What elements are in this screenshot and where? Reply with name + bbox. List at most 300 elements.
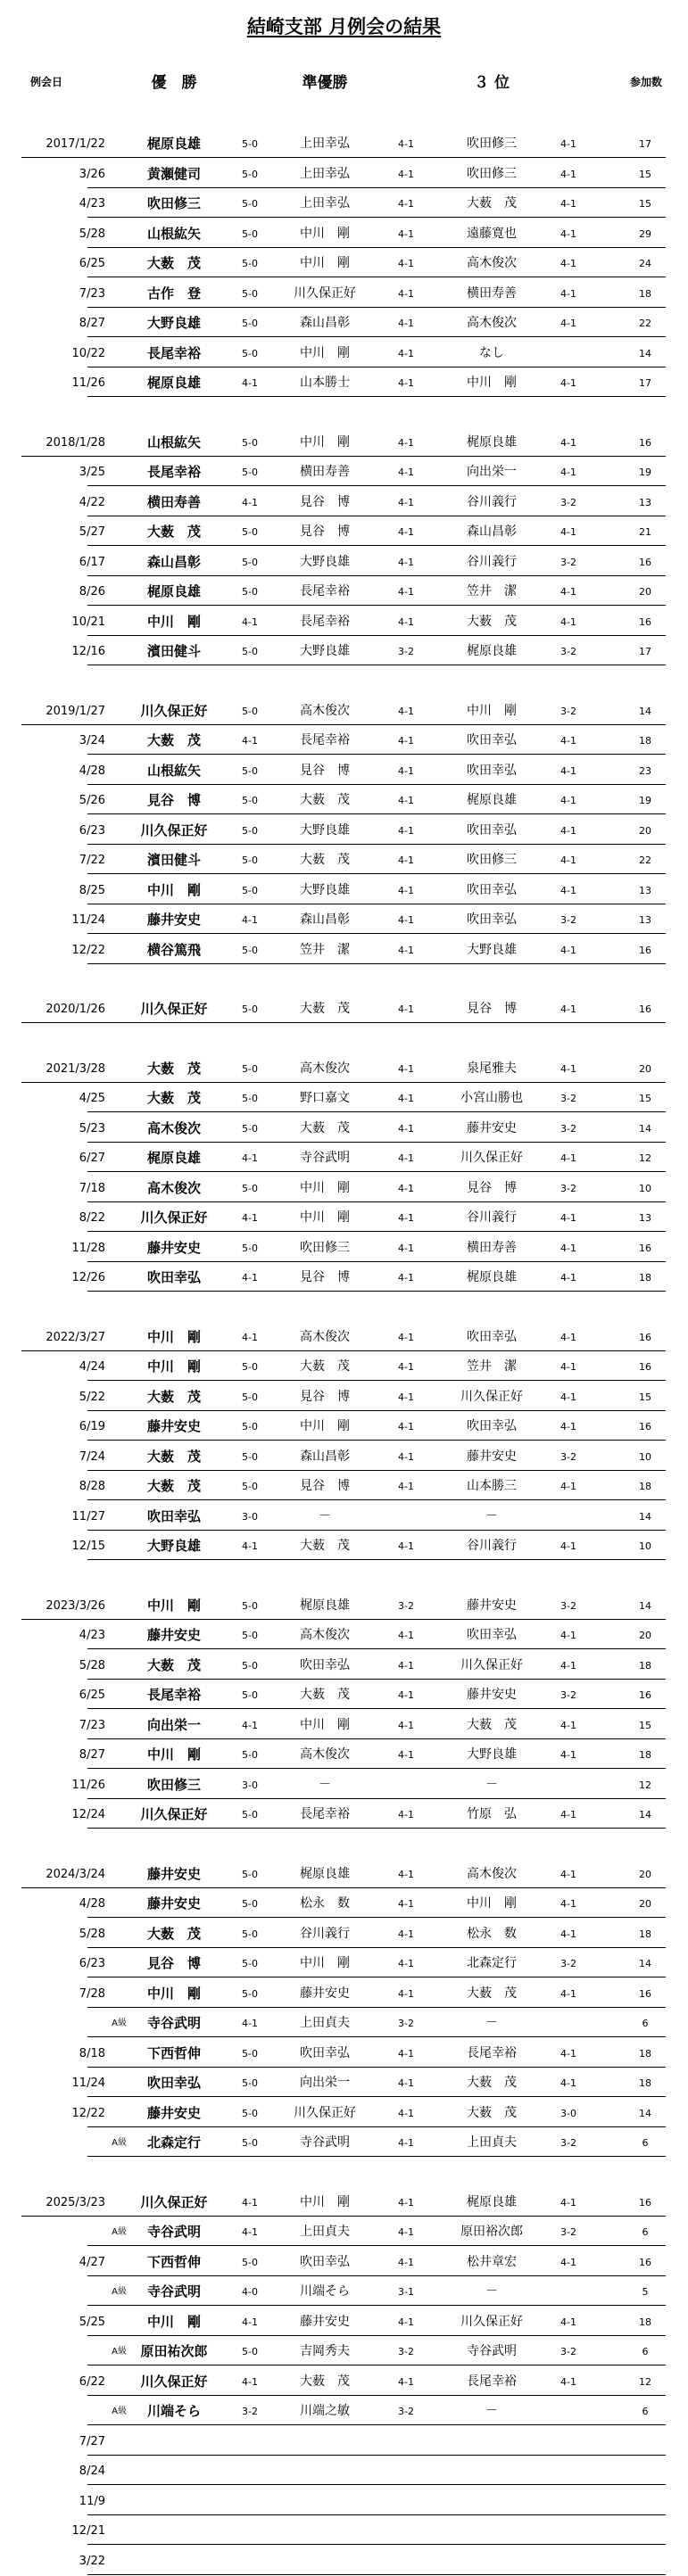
row-underline	[87, 187, 666, 188]
result-row	[0, 876, 688, 905]
meeting-date: 4/25	[79, 1092, 105, 1105]
third-place-score: 4-1	[560, 258, 576, 269]
row-underline	[87, 1410, 666, 1411]
winner-score: 5-0	[242, 646, 258, 657]
row-underline	[21, 2216, 666, 2217]
participant-count: 24	[639, 258, 651, 269]
winner-name: 北森定行	[146, 2134, 201, 2151]
runner-up-name: 松永 数	[300, 1896, 350, 1911]
winner-score: 5-0	[242, 1600, 258, 1612]
winner-name: 中川 剛	[146, 1746, 201, 1763]
row-underline	[87, 1440, 666, 1441]
winner-score: 5-0	[242, 2257, 258, 2268]
winner-name: 見谷 博	[146, 1955, 201, 1971]
winner-name: 黄瀬健司	[146, 166, 201, 182]
runner-up-name: 大薮 茂	[300, 1002, 350, 1016]
winner-score: 5-0	[242, 1391, 258, 1403]
winner-score: 5-0	[242, 1421, 258, 1432]
runner-up-score: 4-1	[398, 2108, 414, 2119]
winner-score: 5-0	[242, 169, 258, 180]
participant-count: 23	[639, 765, 651, 777]
participant-count: 15	[639, 198, 651, 210]
meeting-date: 8/25	[79, 884, 105, 897]
row-underline	[87, 2574, 666, 2575]
third-place-score: 4-1	[560, 1898, 576, 1910]
third-place-score: 4-1	[560, 765, 576, 777]
winner-score: 5-0	[242, 1898, 258, 1910]
runner-up-score: 4-1	[398, 497, 414, 508]
runner-up-name: 大野良雄	[300, 823, 350, 838]
winner-score: 4-1	[242, 1272, 258, 1284]
row-underline	[87, 1201, 666, 1202]
third-place-name: 松井章宏	[467, 2255, 517, 2269]
runner-up-score: 4-1	[398, 2137, 414, 2149]
third-place-name: 吹田幸弘	[467, 912, 517, 927]
winner-score: 5-0	[242, 466, 258, 478]
participant-count: 6	[642, 2226, 649, 2238]
meeting-date: 4/23	[79, 1629, 105, 1642]
meeting-date: 11/26	[71, 376, 105, 390]
result-row	[0, 1084, 688, 1113]
runner-up-name: 大薮 茂	[300, 1539, 350, 1553]
runner-up-score: 4-1	[398, 1958, 414, 1969]
runner-up-score	[390, 1502, 422, 1532]
meeting-date: 4/23	[79, 197, 105, 211]
third-place-name: 川久保正好	[460, 1658, 523, 1672]
winner-name: 大薮 茂	[146, 1926, 201, 1942]
winner-name: 濱田健斗	[146, 643, 201, 659]
winner-score: 3-0	[242, 1779, 258, 1791]
winner-score: 5-0	[242, 198, 258, 210]
winner-name: 下西哲伸	[146, 2254, 201, 2270]
participant-count: 14	[639, 706, 651, 717]
result-row	[0, 1711, 688, 1740]
runner-up-name: 長尾幸裕	[300, 584, 350, 599]
winner-score: 4-1	[242, 497, 258, 508]
participant-count: 13	[639, 885, 651, 896]
meeting-date: 6/17	[79, 556, 105, 569]
runner-up-score: 4-1	[398, 1332, 414, 1343]
runner-up-score: 4-1	[398, 1003, 414, 1015]
result-row	[0, 1621, 688, 1650]
result-row	[0, 2188, 688, 2217]
winner-score: 5-0	[242, 1093, 258, 1104]
row-underline	[21, 724, 666, 725]
third-place-score: 4-1	[560, 1243, 576, 1254]
participant-count: 20	[639, 1869, 651, 1880]
winner-score: 5-0	[242, 1630, 258, 1641]
third-place-name: 泉尾雅夫	[467, 1061, 517, 1076]
participant-count: 16	[639, 1332, 651, 1343]
winner-name: 見谷 博	[146, 792, 201, 808]
third-place-score: 4-1	[560, 437, 576, 449]
runner-up-name: 藤井安史	[300, 2315, 350, 2329]
result-row	[0, 1860, 688, 1889]
third-place-score: 3-2	[560, 2346, 576, 2357]
row-underline	[87, 844, 666, 845]
row-underline	[87, 336, 666, 337]
result-row	[0, 2487, 688, 2516]
meeting-date: 5/28	[79, 227, 105, 241]
third-place-score: 3-2	[560, 1123, 576, 1135]
winner-score: 5-0	[242, 885, 258, 896]
runner-up-score: 4-1	[398, 2226, 414, 2238]
third-place-score: 4-1	[560, 1272, 576, 1284]
result-row	[0, 1502, 688, 1532]
third-place-score: 4-1	[560, 2197, 576, 2209]
runner-up-score: 4-1	[398, 1361, 414, 1373]
winner-name: 高木俊次	[146, 1120, 201, 1136]
result-row	[0, 1352, 688, 1382]
meeting-date: 3/24	[79, 734, 105, 747]
runner-up-score: 4-1	[398, 2316, 414, 2328]
third-place-name: 北森定行	[467, 1956, 517, 1970]
third-place-name: 大薮 茂	[467, 1718, 517, 1732]
third-place-score	[549, 339, 588, 368]
row-underline	[87, 1111, 666, 1112]
third-place-name: 森山昌彰	[467, 524, 517, 539]
participant-count: 21	[639, 526, 651, 538]
third-place-name: 中川 剛	[467, 1896, 517, 1911]
participant-count: 16	[639, 1361, 651, 1373]
winner-name: 長尾幸裕	[146, 345, 201, 361]
winner-name: 大薮 茂	[146, 524, 201, 540]
meeting-date: 6/25	[79, 1688, 105, 1702]
meeting-date: 10/22	[71, 347, 105, 360]
participant-count: 17	[639, 646, 651, 657]
participant-count: 20	[639, 825, 651, 837]
meeting-date: 7/24	[79, 1450, 105, 1464]
third-place-name: 高木俊次	[467, 1867, 517, 1881]
runner-up-score: 4-1	[398, 2376, 414, 2388]
runner-up-name: 中川 剛	[300, 346, 350, 360]
winner-name: 横谷篤飛	[146, 942, 201, 958]
winner-score: 5-0	[242, 1183, 258, 1194]
third-place-name: 大野良雄	[467, 943, 517, 957]
winner-score: 4-1	[242, 1720, 258, 1731]
participant-count: 18	[639, 1272, 651, 1284]
result-row	[0, 1979, 688, 2009]
row-underline	[87, 873, 666, 874]
result-row	[0, 548, 688, 577]
runner-up-name: 高木俊次	[300, 1061, 350, 1076]
winner-name: 大薮 茂	[146, 1061, 201, 1077]
third-place-name: 笠井 潔	[467, 584, 517, 599]
result-row	[0, 786, 688, 815]
winner-score: 4-1	[242, 1212, 258, 1224]
winner-score: 4-1	[242, 2376, 258, 2388]
winner-score: 5-0	[242, 2346, 258, 2357]
participant-count: 12	[639, 1152, 651, 1164]
winner-name: 川久保正好	[140, 2194, 208, 2210]
row-underline	[87, 1917, 666, 1918]
participant-count: 5	[642, 2286, 649, 2298]
result-row	[0, 160, 688, 189]
winner-name: 川久保正好	[140, 822, 208, 838]
winner-score: 5-0	[242, 557, 258, 568]
third-place-name: 見谷 博	[467, 1002, 517, 1016]
third-place-score: 3-2	[560, 1093, 576, 1104]
winner-name: 向出栄一	[146, 1717, 201, 1733]
runner-up-name: 上田幸弘	[300, 167, 350, 181]
third-place-score: 4-1	[560, 1481, 576, 1492]
row-underline	[87, 2067, 666, 2068]
third-place-score: 3-2	[560, 646, 576, 657]
result-row	[0, 1203, 688, 1233]
participant-count: 16	[639, 1243, 651, 1254]
result-row	[0, 1889, 688, 1919]
runner-up-name: 吹田幸弘	[300, 1658, 350, 1672]
meeting-date: 6/22	[79, 2375, 105, 2389]
third-place-score: 4-1	[560, 825, 576, 837]
row-underline	[87, 1470, 666, 1471]
winner-score: 5-0	[242, 1123, 258, 1135]
header-participants: 参加数	[629, 76, 663, 88]
third-place-name: 原田裕次郎	[460, 2225, 523, 2239]
result-row	[0, 1263, 688, 1292]
runner-up-name: 笠井 潔	[300, 943, 350, 957]
runner-up-score: 4-1	[398, 795, 414, 806]
third-place-name: 小宮山勝也	[460, 1091, 523, 1105]
result-row	[0, 279, 688, 309]
third-place-name: 吹田修三	[467, 853, 517, 867]
runner-up-name: 高木俊次	[300, 704, 350, 718]
runner-up-name: 山本勝士	[300, 376, 350, 390]
runner-up-score: 4-1	[398, 1093, 414, 1104]
winner-score: 4-1	[242, 2197, 258, 2209]
third-place-name: －	[485, 2016, 498, 2030]
runner-up-name: 中川 剛	[300, 1419, 350, 1433]
third-place-score: 4-1	[560, 1540, 576, 1552]
participant-count: 16	[639, 2197, 651, 2209]
participant-count: 6	[642, 2137, 649, 2149]
winner-score: 5-0	[242, 138, 258, 150]
runner-up-score: 4-1	[398, 1421, 414, 1432]
winner-score: 5-0	[242, 1988, 258, 2000]
runner-up-name: 高木俊次	[300, 1628, 350, 1642]
meeting-date: 8/22	[79, 1211, 105, 1225]
third-place-name: 谷川義行	[467, 1210, 517, 1225]
runner-up-name: 見谷 博	[300, 1390, 350, 1404]
third-place-name: 吹田幸弘	[467, 883, 517, 897]
winner-score: 5-0	[242, 706, 258, 717]
runner-up-name: 上田貞夫	[300, 2225, 350, 2239]
third-place-name: －	[485, 2404, 498, 2418]
runner-up-name: 長尾幸裕	[300, 1807, 350, 1821]
winner-score: 5-0	[242, 2077, 258, 2089]
third-place-score: 3-2	[560, 1689, 576, 1701]
third-place-name: －	[485, 1509, 498, 1523]
runner-up-name: 吉岡秀夫	[300, 2344, 350, 2358]
participant-count: 20	[639, 586, 651, 598]
winner-name: 濱田健斗	[146, 852, 201, 868]
participant-count: 18	[639, 2316, 651, 2328]
winner-name: 川久保正好	[140, 2374, 208, 2390]
third-place-name: 藤井安史	[467, 1449, 517, 1464]
participant-count: 14	[639, 1600, 651, 1612]
result-row	[0, 1144, 688, 1173]
runner-up-name: 川久保正好	[294, 286, 356, 301]
row-underline	[87, 2335, 666, 2336]
row-underline	[21, 1887, 666, 1888]
runner-up-name: 川久保正好	[294, 2106, 356, 2120]
row-underline	[87, 2395, 666, 2396]
third-place-name: 川久保正好	[460, 1151, 523, 1165]
third-place-score: 3-2	[560, 706, 576, 717]
third-place-name: 竹原 弘	[467, 1807, 517, 1821]
meeting-date: 2022/3/27	[46, 1331, 105, 1344]
runner-up-score: 4-1	[398, 945, 414, 956]
runner-up-score: 4-1	[398, 1152, 414, 1164]
row-underline	[87, 754, 666, 755]
runner-up-score: 4-1	[398, 2077, 414, 2089]
participant-count: 14	[639, 2108, 651, 2119]
result-row	[0, 189, 688, 219]
winner-name: 梶原良雄	[146, 375, 201, 391]
third-place-score: 3-2	[560, 497, 576, 508]
result-row	[0, 1323, 688, 1352]
row-underline	[87, 2096, 666, 2097]
participant-count: 14	[639, 348, 651, 359]
runner-up-score: 4-1	[398, 825, 414, 837]
meeting-date: 11/9	[79, 2495, 105, 2508]
third-place-score: 3-2	[560, 557, 576, 568]
participant-count: 16	[639, 1988, 651, 2000]
row-underline	[87, 605, 666, 606]
participant-count: 20	[639, 1630, 651, 1641]
third-place-score: 4-1	[560, 318, 576, 329]
participant-count: 16	[639, 1421, 651, 1432]
participant-count: 18	[639, 1660, 651, 1672]
winner-name: 吹田修三	[146, 195, 201, 211]
winner-score: 3-2	[242, 2406, 258, 2417]
winner-score: 5-0	[242, 1869, 258, 1880]
row-underline	[87, 2156, 666, 2157]
winner-name: 原田祐次郎	[140, 2343, 208, 2359]
runner-up-name: 長尾幸裕	[300, 733, 350, 747]
grade-tag: A級	[112, 2287, 127, 2297]
third-place-name: 吹田幸弘	[467, 1330, 517, 1344]
winner-name: 梶原良雄	[146, 583, 201, 599]
result-row	[0, 517, 688, 547]
runner-up-score: 4-1	[398, 1809, 414, 1821]
winner-name: 中川 剛	[146, 614, 201, 630]
winner-score: 4-1	[242, 377, 258, 389]
result-row	[0, 726, 688, 755]
winner-score: 5-0	[242, 228, 258, 240]
row-underline	[87, 217, 666, 218]
row-underline	[87, 2007, 666, 2008]
participant-count: 16	[639, 945, 651, 956]
row-underline	[87, 784, 666, 785]
winner-name: 長尾幸裕	[146, 464, 201, 480]
result-row	[0, 1234, 688, 1263]
runner-up-name: 大薮 茂	[300, 793, 350, 807]
runner-up-name: 高木俊次	[300, 1747, 350, 1762]
participant-count: 15	[639, 1391, 651, 1403]
row-underline	[87, 1559, 666, 1560]
third-place-name: 山本勝三	[467, 1479, 517, 1493]
winner-score: 5-0	[242, 855, 258, 866]
row-underline	[87, 1947, 666, 1948]
result-row	[0, 756, 688, 786]
runner-up-score: 4-1	[398, 765, 414, 777]
runner-up-name: 見谷 博	[300, 495, 350, 509]
result-row	[0, 2277, 688, 2307]
participant-count: 18	[639, 2077, 651, 2089]
participant-count: 6	[642, 2346, 649, 2357]
runner-up-score: 3-2	[398, 2346, 414, 2357]
participant-count: 20	[639, 1063, 651, 1075]
result-row	[0, 2009, 688, 2038]
third-place-score: 4-1	[560, 1003, 576, 1015]
third-place-score: 4-1	[560, 138, 576, 150]
third-place-name: 吹田幸弘	[467, 733, 517, 747]
result-row	[0, 2068, 688, 2098]
winner-score: 5-0	[242, 1809, 258, 1821]
third-place-score: 4-1	[560, 885, 576, 896]
winner-score: 3-0	[242, 1511, 258, 1523]
runner-up-score: 4-1	[398, 1481, 414, 1492]
meeting-date: 7/23	[79, 287, 105, 301]
meeting-date: 11/24	[71, 913, 105, 927]
meeting-date: 8/28	[79, 1480, 105, 1493]
meeting-date: 4/28	[79, 1897, 105, 1911]
row-underline	[87, 2424, 666, 2425]
row-underline	[21, 1082, 666, 1083]
runner-up-score: 3-2	[398, 646, 414, 657]
third-place-score: 4-1	[560, 1361, 576, 1373]
winner-score: 4-1	[242, 914, 258, 926]
runner-up-name: 大野良雄	[300, 883, 350, 897]
winner-score: 5-0	[242, 945, 258, 956]
third-place-score: 4-1	[560, 377, 576, 389]
result-row	[0, 607, 688, 637]
meeting-date: 11/27	[71, 1510, 105, 1523]
meeting-date: 8/26	[79, 585, 105, 599]
third-place-name: 梶原良雄	[467, 644, 517, 658]
runner-up-name: 中川 剛	[300, 2195, 350, 2209]
runner-up-score: 4-1	[398, 735, 414, 747]
third-place-name: 吹田幸弘	[467, 1419, 517, 1433]
row-underline	[87, 813, 666, 814]
meeting-date: 5/28	[79, 1928, 105, 1941]
header-runner: 準優勝	[302, 74, 348, 92]
meeting-date: 12/21	[71, 2524, 105, 2538]
winner-name: 梶原良雄	[146, 1150, 201, 1166]
runner-up-name: 大薮 茂	[300, 853, 350, 867]
runner-up-name: 森山昌彰	[300, 1449, 350, 1464]
third-place-name: －	[485, 1778, 498, 1792]
participant-count: 15	[639, 1720, 651, 1731]
runner-up-score: 4-1	[398, 1391, 414, 1403]
third-place-name: －	[485, 2284, 498, 2299]
third-place-score: 4-1	[560, 1152, 576, 1164]
meeting-date: 12/24	[71, 1808, 105, 1821]
meeting-date: 2019/1/27	[46, 705, 105, 718]
runner-up-score: 4-1	[398, 2197, 414, 2209]
winner-score: 5-0	[242, 1243, 258, 1254]
meeting-date: 5/27	[79, 525, 105, 539]
row-underline	[87, 545, 666, 546]
runner-up-name: 高木俊次	[300, 1330, 350, 1344]
third-place-name: 松永 数	[467, 1927, 517, 1941]
participant-count: 22	[639, 855, 651, 866]
result-row	[0, 1174, 688, 1203]
winner-name: 大薮 茂	[146, 1478, 201, 1494]
grade-tag: A級	[112, 2227, 127, 2237]
third-place-name: 中川 剛	[467, 376, 517, 390]
